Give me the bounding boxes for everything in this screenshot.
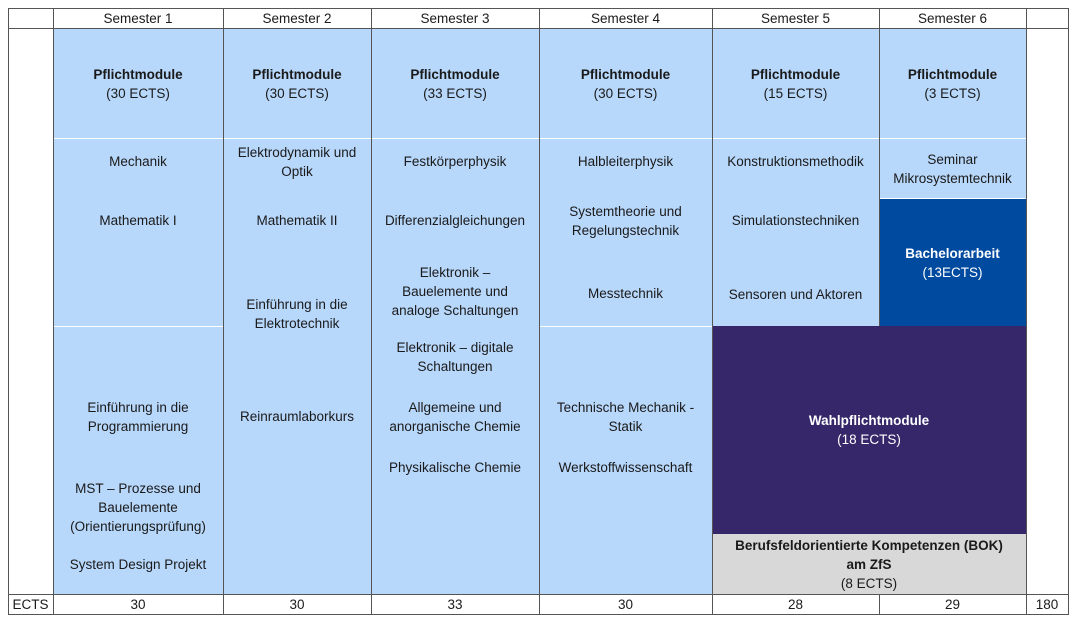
pflicht-title: Pflichtmodule	[907, 66, 998, 82]
bachelor-title: Bachelorarbeit	[905, 245, 1000, 261]
footer-label: ECTS	[12, 597, 49, 612]
pflicht-block-5	[712, 28, 879, 139]
pflicht-block-1	[53, 28, 223, 139]
grid-line	[223, 8, 224, 615]
module-item: Werkstoffwissenschaft	[558, 460, 693, 475]
bachelorarbeit-block	[879, 199, 1026, 326]
footer-total: 180	[1035, 597, 1059, 612]
pflicht-title: Pflichtmodule	[580, 66, 671, 82]
grid-line	[8, 614, 1068, 615]
module-item: Allgemeine und anorganische Chemie	[389, 400, 521, 434]
module-item: Differenzialgleichungen	[384, 213, 526, 228]
grid-line	[53, 8, 54, 615]
module-item: Elektronik – digitale Schaltungen	[396, 340, 514, 374]
header-semester-3: Semester 3	[420, 10, 490, 26]
semester-5-modules	[712, 139, 879, 326]
row-separator	[879, 198, 1026, 199]
pflicht-ects: (30 ECTS)	[106, 85, 170, 101]
module-item: Seminar Mikrosystemtechnik	[893, 152, 1012, 186]
module-item: Technische Mechanik - Statik	[556, 400, 695, 434]
pflicht-ects: (15 ECTS)	[763, 85, 828, 101]
module-item: Sensoren und Aktoren	[728, 287, 863, 302]
grid-line	[879, 594, 880, 615]
semester-6-seminar	[879, 139, 1026, 199]
grid-line	[8, 28, 1068, 29]
footer-ects-5: 28	[787, 597, 804, 612]
bok-title-1: Berufsfeldorientierte Kompetenzen (BOK)	[735, 537, 1003, 553]
pflicht-block-4	[539, 28, 712, 139]
module-item: System Design Projekt	[69, 557, 207, 572]
grid-line	[8, 594, 1068, 595]
module-item: Mathematik II	[256, 213, 338, 228]
module-item: Messtechnik	[587, 286, 664, 301]
wahl-title: Wahlpflichtmodule	[808, 413, 930, 428]
pflicht-title: Pflichtmodule	[93, 66, 183, 82]
bok-block	[712, 534, 1026, 594]
module-item: Einführung in die Elektrotechnik	[246, 297, 348, 331]
module-item: Mechanik	[109, 154, 167, 169]
footer-ects-4: 30	[617, 597, 634, 612]
module-item: MST – Prozesse und Bauelemente (Orientierungsprüfung)	[70, 480, 206, 534]
module-item: Elektrodynamik und Optik	[237, 145, 357, 179]
footer-ects-1: 30	[130, 597, 146, 612]
bok-ects: (8 ECTS)	[840, 575, 898, 591]
grid-line	[8, 8, 1068, 9]
module-item: Systemtheorie und Regelungstechnik	[569, 204, 682, 238]
footer-ects-3: 33	[447, 597, 463, 612]
module-item: Simulationstechniken	[731, 213, 860, 228]
pflicht-block-6	[879, 28, 1026, 139]
pflicht-title: Pflichtmodule	[252, 66, 342, 82]
pflicht-block-2	[223, 28, 371, 139]
pflicht-block-3	[371, 28, 539, 139]
header-semester-2: Semester 2	[262, 10, 332, 26]
semester-4-modules	[539, 139, 712, 594]
grid-line	[8, 8, 9, 615]
grid-line	[879, 8, 880, 326]
footer-ects-6: 29	[944, 597, 961, 612]
grid-line	[1068, 8, 1069, 615]
header-semester-6: Semester 6	[917, 10, 988, 26]
semester-3-modules	[371, 139, 539, 594]
wahlpflicht-block	[712, 326, 1026, 534]
module-item: Physikalische Chemie	[388, 460, 522, 475]
grid-line	[539, 8, 540, 615]
pflicht-title: Pflichtmodule	[410, 66, 500, 82]
module-item: Festkörperphysik	[403, 154, 507, 169]
semester-1-modules	[53, 139, 223, 594]
header-semester-4: Semester 4	[590, 10, 661, 26]
pflicht-ects: (30 ECTS)	[265, 85, 329, 101]
wahl-ects: (18 ECTS)	[837, 432, 901, 447]
module-item: Elektronik – Bauelemente und analoge Schaltungen	[391, 264, 519, 318]
module-item: Konstruktionsmethodik	[727, 154, 864, 169]
grid-line	[371, 8, 372, 615]
module-item: Reinraumlaborkurs	[239, 409, 355, 424]
module-item: Mathematik I	[99, 213, 177, 228]
pflicht-ects: (3 ECTS)	[924, 85, 981, 101]
pflicht-ects: (30 ECTS)	[593, 85, 658, 101]
grid-line	[1026, 8, 1027, 615]
module-item: Halbleiterphysik	[577, 154, 674, 169]
footer-ects-2: 30	[289, 597, 305, 612]
header-semester-5: Semester 5	[760, 10, 831, 26]
semester-2-modules	[223, 139, 371, 594]
header-semester-1: Semester 1	[103, 10, 173, 26]
pflicht-title: Pflichtmodule	[750, 66, 841, 82]
row-separator	[539, 326, 712, 327]
row-separator	[53, 326, 223, 327]
module-item: Einführung in die Programmierung	[87, 400, 189, 434]
bachelor-ects: (13ECTS)	[922, 264, 983, 280]
bok-title-2: am ZfS	[846, 556, 892, 572]
pflicht-ects: (33 ECTS)	[423, 85, 487, 101]
grid-line	[712, 8, 713, 615]
